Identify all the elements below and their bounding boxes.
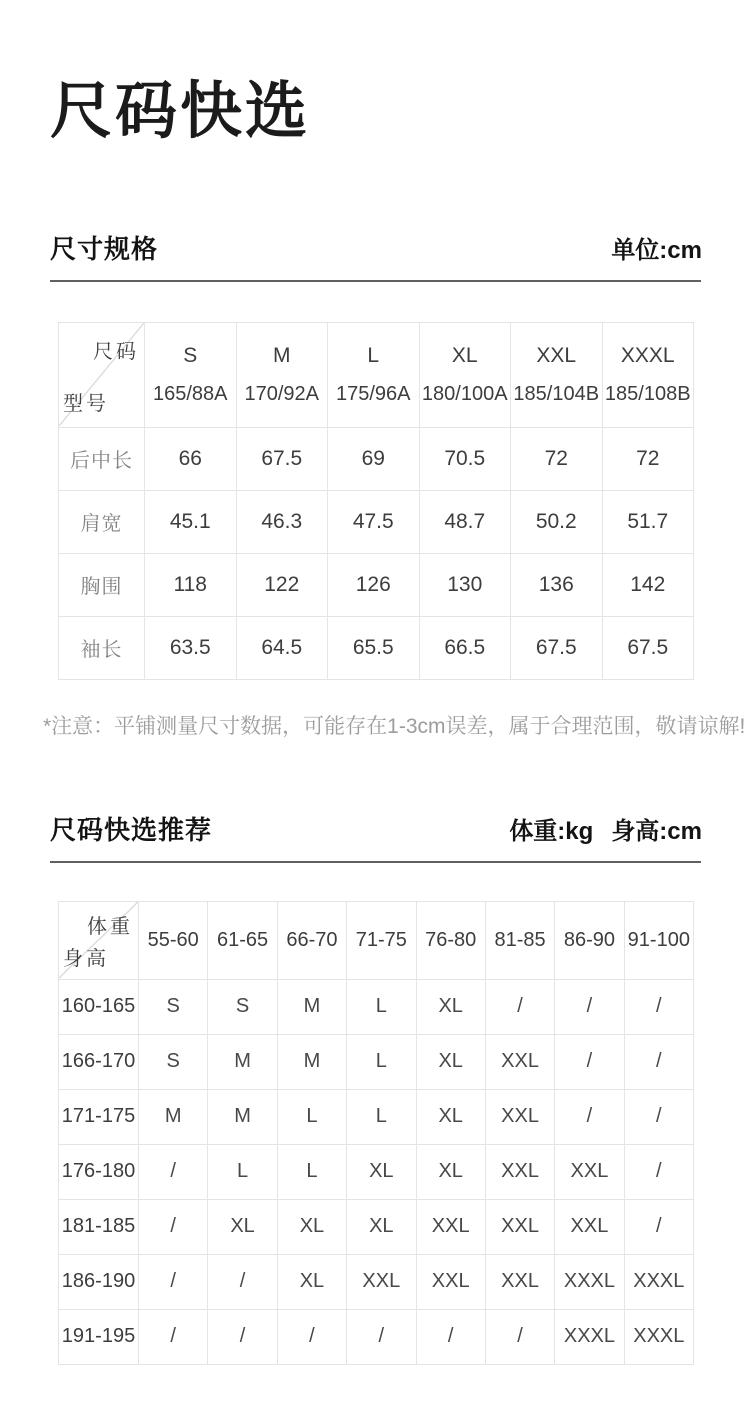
weight-range-header: 76-80 xyxy=(416,901,485,979)
size-cell: S xyxy=(139,1034,208,1089)
size-cell: L xyxy=(347,1034,416,1089)
size-cell: XL xyxy=(347,1144,416,1199)
size-cell: / xyxy=(555,1089,624,1144)
measure-value: 66 xyxy=(145,427,237,490)
diagonal-divider xyxy=(59,902,138,978)
model-label: 185/108B xyxy=(604,382,691,405)
spec-col-header xyxy=(328,322,420,427)
measure-value: 46.3 xyxy=(236,490,328,553)
size-cell: XL xyxy=(416,979,485,1034)
size-cell: / xyxy=(347,1309,416,1364)
height-range-label: 166-170 xyxy=(59,1034,139,1089)
height-range-label: 191-195 xyxy=(59,1309,139,1364)
model-label: 185/104B xyxy=(513,382,600,405)
size-cell: M xyxy=(139,1089,208,1144)
size-cell: XXXL xyxy=(624,1309,693,1364)
size-cell: / xyxy=(139,1144,208,1199)
measure-value: 122 xyxy=(236,553,328,616)
size-cell: / xyxy=(208,1309,277,1364)
corner-label-height: 身高 xyxy=(63,948,109,971)
size-cell: M xyxy=(277,1034,346,1089)
size-cell: S xyxy=(139,979,208,1034)
corner-label-size: 尺码 xyxy=(93,341,139,364)
size-cell: / xyxy=(416,1309,485,1364)
size-label: XXXL xyxy=(620,343,675,367)
size-cell: / xyxy=(624,1199,693,1254)
reco-unit-label xyxy=(509,811,702,846)
reco-header-row xyxy=(59,901,694,979)
size-cell: / xyxy=(485,979,554,1034)
reco-row xyxy=(59,1309,694,1364)
height-range-label: 160-165 xyxy=(59,979,139,1034)
size-cell: M xyxy=(208,1089,277,1144)
row-label: 袖长 xyxy=(59,616,145,679)
size-cell: XL xyxy=(416,1089,485,1144)
reco-row xyxy=(59,979,694,1034)
spec-row-sleeve xyxy=(59,616,694,679)
size-cell: L xyxy=(347,979,416,1034)
measure-value: 67.5 xyxy=(511,616,603,679)
reco-section-title: 尺码快选推荐 xyxy=(50,814,213,845)
size-cell: XXL xyxy=(485,1144,554,1199)
reco-corner-cell xyxy=(59,901,139,979)
reco-row xyxy=(59,1034,694,1089)
measure-value: 66.5 xyxy=(419,616,511,679)
size-cell: XXXL xyxy=(624,1254,693,1309)
spec-row-chest xyxy=(59,553,694,616)
height-range-label: 186-190 xyxy=(59,1254,139,1309)
size-label: S xyxy=(183,343,198,367)
size-cell: / xyxy=(624,1089,693,1144)
size-cell: L xyxy=(208,1144,277,1199)
size-cell: / xyxy=(139,1199,208,1254)
weight-range-header: 55-60 xyxy=(139,901,208,979)
size-reco-table xyxy=(58,901,694,1365)
weight-range-header: 91-100 xyxy=(624,901,693,979)
size-cell: / xyxy=(624,1034,693,1089)
size-label: XXL xyxy=(536,343,577,367)
corner-label-weight: 体重 xyxy=(87,916,133,939)
size-label: L xyxy=(367,343,380,367)
size-cell: XL xyxy=(208,1199,277,1254)
weight-range-header: 71-75 xyxy=(347,901,416,979)
size-cell: XXL xyxy=(555,1199,624,1254)
spec-row-shoulder xyxy=(59,490,694,553)
size-cell: XXXL xyxy=(555,1309,624,1364)
size-cell: XL xyxy=(416,1034,485,1089)
spec-section-divider xyxy=(50,280,701,282)
size-cell: XXL xyxy=(347,1254,416,1309)
weight-range-header: 61-65 xyxy=(208,901,277,979)
reco-row xyxy=(59,1199,694,1254)
size-cell: / xyxy=(624,1144,693,1199)
weight-range-header: 86-90 xyxy=(555,901,624,979)
size-label: XL xyxy=(451,343,478,367)
measure-value: 72 xyxy=(511,427,603,490)
measure-value: 69 xyxy=(328,427,420,490)
size-cell: / xyxy=(555,1034,624,1089)
size-cell: / xyxy=(624,979,693,1034)
size-cell: / xyxy=(277,1309,346,1364)
reco-row xyxy=(59,1089,694,1144)
size-cell: XXL xyxy=(555,1144,624,1199)
reco-section-header xyxy=(50,810,702,847)
height-range-label: 181-185 xyxy=(59,1199,139,1254)
measure-value: 45.1 xyxy=(145,490,237,553)
diagonal-divider xyxy=(59,323,144,426)
spec-col-header xyxy=(236,322,328,427)
page-title: 尺码快选 xyxy=(50,77,311,146)
size-cell: / xyxy=(208,1254,277,1309)
measure-value: 48.7 xyxy=(419,490,511,553)
measure-value: 118 xyxy=(145,553,237,616)
measure-value: 67.5 xyxy=(602,616,694,679)
size-cell: / xyxy=(139,1254,208,1309)
size-cell: XL xyxy=(277,1199,346,1254)
size-spec-table xyxy=(58,322,694,680)
measure-value: 65.5 xyxy=(328,616,420,679)
spec-col-header xyxy=(511,322,603,427)
spec-col-header xyxy=(419,322,511,427)
size-cell: XXXL xyxy=(555,1254,624,1309)
size-cell: M xyxy=(277,979,346,1034)
measurement-note: *注意：平铺测量尺寸数据，可能存在1-3cm误差，属于合理范围，敬请谅解! xyxy=(43,714,746,738)
height-unit-label: 身高:cm xyxy=(611,817,702,845)
size-cell: / xyxy=(555,979,624,1034)
size-cell: L xyxy=(347,1089,416,1144)
measure-value: 136 xyxy=(511,553,603,616)
size-cell: XXL xyxy=(416,1254,485,1309)
size-cell: XL xyxy=(416,1144,485,1199)
weight-range-header: 66-70 xyxy=(277,901,346,979)
corner-label-model: 型号 xyxy=(63,393,109,416)
measure-value: 72 xyxy=(602,427,694,490)
reco-row xyxy=(59,1144,694,1199)
size-label: M xyxy=(273,343,291,367)
measure-value: 63.5 xyxy=(145,616,237,679)
spec-corner-cell xyxy=(59,322,145,427)
size-cell: XXL xyxy=(485,1254,554,1309)
reco-row xyxy=(59,1254,694,1309)
size-cell: XL xyxy=(277,1254,346,1309)
reco-section-divider xyxy=(50,861,701,863)
size-cell: XXL xyxy=(485,1034,554,1089)
spec-col-header xyxy=(145,322,237,427)
spec-col-header xyxy=(602,322,694,427)
spec-section-title: 尺寸规格 xyxy=(50,233,159,264)
measure-value: 64.5 xyxy=(236,616,328,679)
measure-value: 126 xyxy=(328,553,420,616)
size-cell: XXL xyxy=(485,1089,554,1144)
size-cell: XXL xyxy=(485,1199,554,1254)
row-label: 肩宽 xyxy=(59,490,145,553)
model-label: 175/96A xyxy=(335,382,411,405)
size-cell: M xyxy=(208,1034,277,1089)
measure-value: 70.5 xyxy=(419,427,511,490)
size-cell: XL xyxy=(347,1199,416,1254)
spec-unit-label: 单位:cm xyxy=(611,236,702,264)
spec-row-back-length xyxy=(59,427,694,490)
measure-value: 47.5 xyxy=(328,490,420,553)
spec-section-header xyxy=(50,229,702,266)
spec-header-row xyxy=(59,322,694,427)
measure-value: 142 xyxy=(602,553,694,616)
size-cell: L xyxy=(277,1144,346,1199)
measure-value: 67.5 xyxy=(236,427,328,490)
weight-range-header: 81-85 xyxy=(485,901,554,979)
height-range-label: 171-175 xyxy=(59,1089,139,1144)
height-range-label: 176-180 xyxy=(59,1144,139,1199)
model-label: 165/88A xyxy=(152,382,228,405)
measure-value: 130 xyxy=(419,553,511,616)
size-cell: L xyxy=(277,1089,346,1144)
weight-unit-label: 体重:kg xyxy=(509,817,594,845)
model-label: 180/100A xyxy=(421,382,508,405)
model-label: 170/92A xyxy=(244,382,319,405)
size-cell: S xyxy=(208,979,277,1034)
size-cell: / xyxy=(139,1309,208,1364)
size-chart-page xyxy=(0,72,750,1408)
measure-value: 51.7 xyxy=(602,490,694,553)
measure-value: 50.2 xyxy=(511,490,603,553)
row-label: 胸围 xyxy=(59,553,145,616)
size-cell: / xyxy=(485,1309,554,1364)
row-label: 后中长 xyxy=(59,427,145,490)
size-cell: XXL xyxy=(416,1199,485,1254)
